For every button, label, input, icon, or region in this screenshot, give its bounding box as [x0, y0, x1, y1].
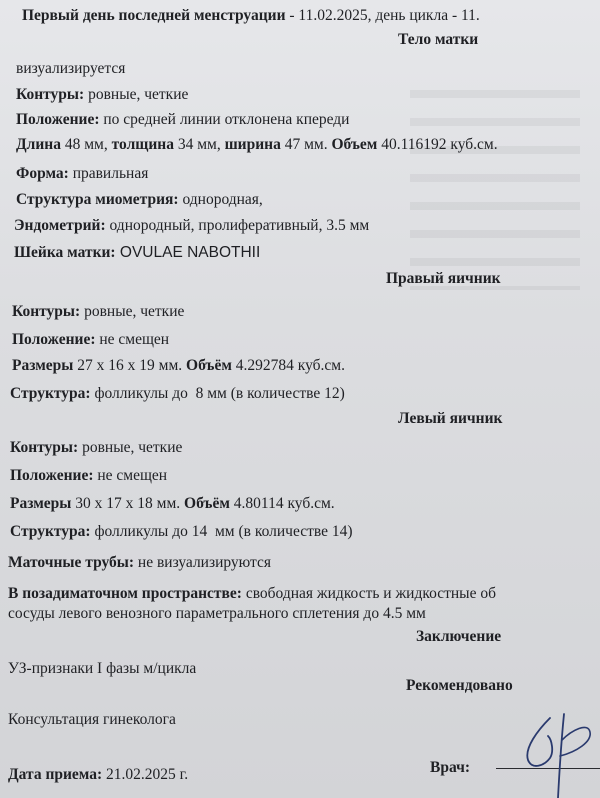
retrouterine-value: свободная жидкость и жидкостные об	[241, 585, 496, 602]
cervix-label: Шейка матки:	[14, 244, 116, 261]
left-ovary-structure-value: фолликулы до 14 мм (в количестве 14)	[90, 523, 353, 540]
left-ovary-title: Левый яичник	[398, 410, 503, 427]
uterus-position-label: Положение:	[16, 111, 100, 128]
recommendation-text: Консультация гинеколога	[8, 711, 176, 728]
uterus-contours-value: ровные, четкие	[84, 86, 189, 103]
uterus-contours-line	[16, 85, 600, 105]
left-ovary-position-line	[10, 466, 600, 486]
right-ovary-contours-line	[12, 302, 600, 322]
left-ovary-structure-line	[10, 522, 600, 542]
uterus-title: Тело матки	[398, 31, 479, 48]
right-ovary-contours-label: Контуры:	[12, 303, 81, 320]
doctor-label: Врач:	[430, 759, 470, 776]
uterus-width-value: 47 мм.	[280, 136, 332, 153]
uterus-shape-label: Форма:	[16, 165, 69, 182]
left-ovary-size-label: Размеры	[10, 495, 72, 512]
left-ovary-position-value: не смещен	[93, 467, 168, 484]
right-ovary-position-line	[12, 330, 600, 350]
uterus-position-value: по средней линии отклонена кпереди	[99, 111, 350, 128]
tubes-value: не визуализируются	[134, 554, 272, 571]
tubes-label: Маточные трубы:	[8, 554, 135, 571]
right-ovary-volume-label: Объём	[186, 357, 232, 374]
right-ovary-structure-value: фолликулы до 8 мм (в количестве 12)	[90, 385, 345, 402]
left-ovary-contours-label: Контуры:	[10, 439, 79, 456]
uterus-volume-label: Объем	[331, 136, 378, 153]
right-ovary-structure-label: Структура:	[10, 385, 91, 402]
date-line	[8, 765, 600, 785]
right-ovary-size-value: 27 х 16 х 19 мм.	[73, 357, 187, 374]
conclusion-title: Заключение	[416, 628, 502, 645]
right-ovary-volume-value: 4.292784 куб.см.	[231, 357, 345, 374]
uterus-volume-value: 40.116192 куб.см.	[377, 136, 498, 153]
uterus-position-line	[16, 110, 600, 130]
uterus-dimensions-line	[16, 135, 600, 155]
endometrium-line	[14, 216, 600, 236]
uterus-shape-line	[16, 164, 600, 184]
conclusion-text: УЗ-признаки I фазы м/цикла	[8, 660, 197, 677]
left-ovary-position-label: Положение:	[10, 467, 94, 484]
myometrium-label: Структура миометрия:	[16, 191, 179, 208]
retrouterine-line	[8, 584, 600, 604]
uterus-contours-label: Контуры:	[16, 86, 85, 103]
tubes-line	[8, 553, 600, 573]
uterus-length-label: Длина	[16, 136, 61, 153]
uterus-thickness-value: 34 мм,	[173, 136, 225, 153]
endometrium-label: Эндометрий:	[14, 217, 106, 234]
right-ovary-contours-value: ровные, четкие	[80, 303, 185, 320]
right-ovary-structure-line	[10, 384, 600, 404]
left-ovary-volume-value: 4.80114 куб.см.	[229, 495, 335, 512]
myometrium-line	[16, 190, 600, 210]
first-day-value: - 11.02.2025, день цикла - 11.	[285, 7, 480, 24]
endometrium-value: однородный, пролиферативный, 3.5 мм	[105, 217, 370, 234]
right-ovary-position-value: не смещен	[95, 331, 170, 348]
first-day-label: Первый день последней менструации	[22, 7, 286, 24]
left-ovary-volume-label: Объём	[184, 495, 230, 512]
uterus-width-label: ширина	[224, 136, 281, 153]
right-ovary-position-label: Положение:	[12, 331, 96, 348]
cervix-value: OVULAE NABOTHII	[115, 244, 261, 261]
right-ovary-size-line	[12, 356, 600, 376]
date-value: 21.02.2025 г.	[102, 766, 189, 783]
recommendation-title: Рекомендовано	[406, 677, 513, 694]
left-ovary-size-value: 30 х 17 х 18 мм.	[71, 495, 185, 512]
uterus-thickness-label: толщина	[111, 136, 174, 153]
right-ovary-size-label: Размеры	[12, 357, 74, 374]
left-ovary-size-line	[10, 494, 600, 514]
retrouterine-label: В позадиматочном пространстве:	[8, 585, 242, 602]
uterus-shape-value: правильная	[68, 165, 149, 182]
left-ovary-contours-value: ровные, четкие	[78, 439, 183, 456]
date-label: Дата приема:	[8, 766, 103, 783]
uterus-visualized: визуализируется	[16, 60, 126, 77]
myometrium-value: однородная,	[178, 191, 263, 208]
left-ovary-structure-label: Структура:	[10, 523, 91, 540]
uterus-length-value: 48 мм,	[60, 136, 112, 153]
left-ovary-contours-line	[10, 438, 600, 458]
cervix-line	[14, 243, 600, 263]
retrouterine-line-2: сосуды левого венозного параметрального сплетения до 4.5 мм	[8, 605, 426, 622]
right-ovary-title: Правый яичник	[386, 270, 501, 287]
first-day-line	[22, 6, 600, 26]
